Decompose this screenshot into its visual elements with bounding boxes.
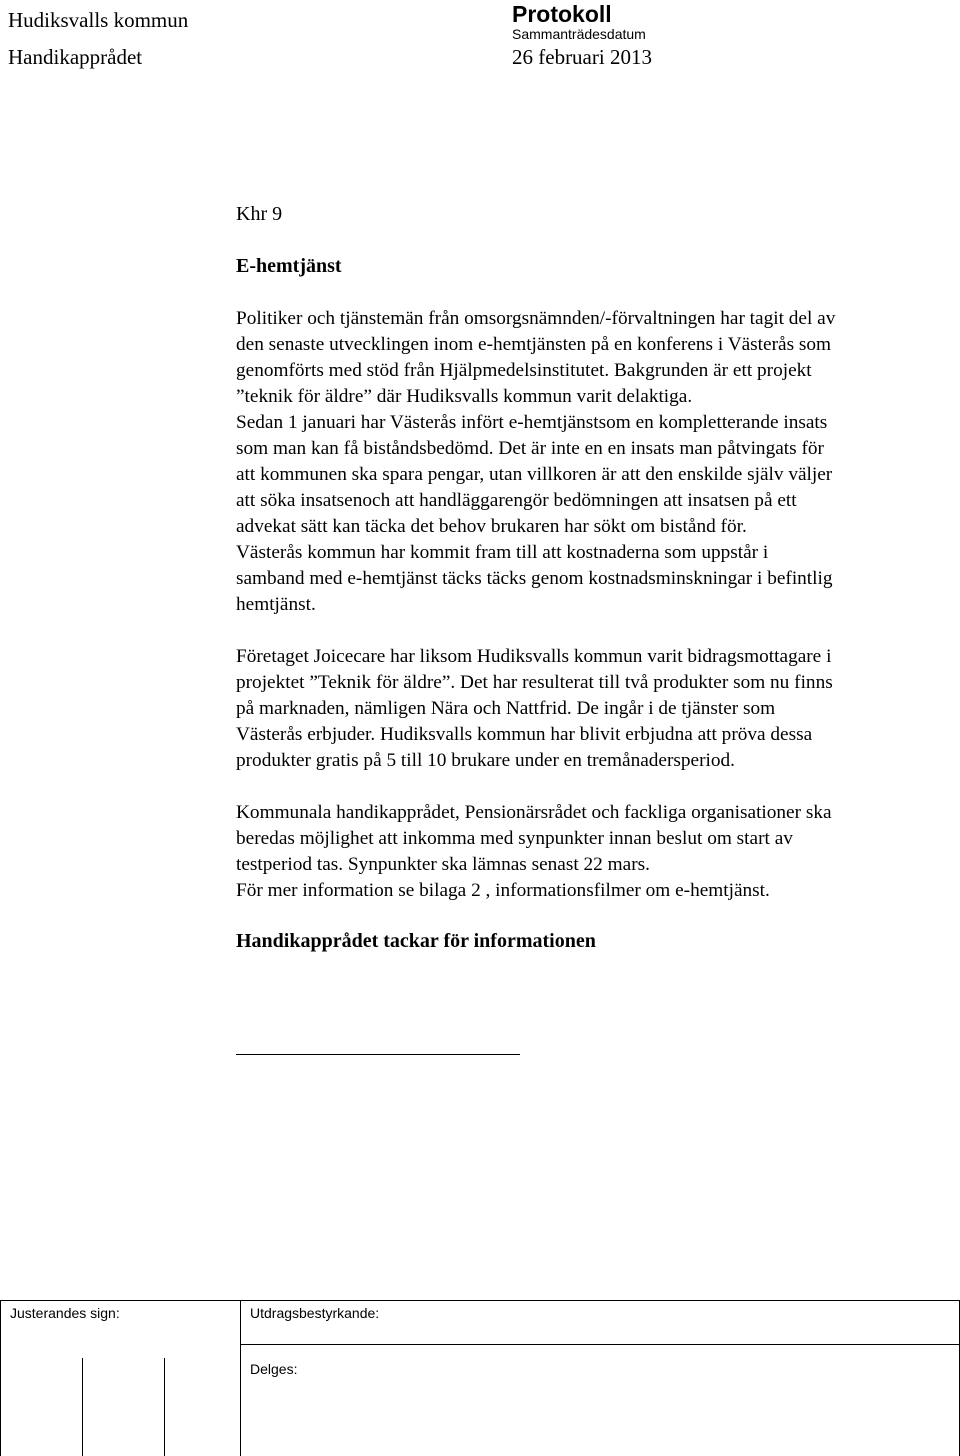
paragraph-1 bbox=[236, 306, 960, 618]
paragraph-number: Khr 9 bbox=[236, 203, 283, 225]
text-line: den senaste utvecklingen inom e-hemtjänsten på en konferens i Västerås som bbox=[236, 334, 832, 355]
table-row-divider bbox=[240, 1344, 960, 1345]
text-line: genomförts med stöd från Hjälpmedelsinstitutet. Bakgrunden är ett projekt bbox=[236, 360, 812, 381]
organization-name: Hudiksvalls kommun bbox=[8, 8, 189, 32]
text-line: Västerås kommun har kommit fram till att kostnaderna som uppstår i bbox=[236, 542, 769, 563]
text-line: För mer information se bilaga 2 , informationsfilmer om e-hemtjänst. bbox=[236, 880, 770, 901]
meeting-date-label: Sammanträdesdatum bbox=[512, 26, 646, 42]
text-line: som man kan få biståndsbedömd. Det är inte en en insats man påtvingats för bbox=[236, 438, 824, 459]
text-line: på marknaden, nämligen Nära och Nattfrid. De ingår i de tjänster som bbox=[236, 698, 776, 719]
text-line: testperiod tas. Synpunkter ska lämnas senast 22 mars. bbox=[236, 854, 650, 875]
signature-line bbox=[236, 1054, 520, 1055]
table-left-border bbox=[0, 1300, 1, 1456]
meeting-date: 26 februari 2013 bbox=[512, 45, 652, 69]
text-line: samband med e-hemtjänst täcks täcks genom kostnadsminskningar i befintlig bbox=[236, 568, 833, 589]
text-line: Kommunala handikapprådet, Pensionärsrådet och fackliga organisationer ska bbox=[236, 802, 832, 823]
distribution-label: Delges: bbox=[250, 1361, 298, 1377]
conclusion: Handikapprådet tackar för informationen bbox=[236, 930, 596, 952]
text-line: att söka insatsenoch att handläggarengör bedömningen att insatsen på ett bbox=[236, 490, 797, 511]
text-line: hemtjänst. bbox=[236, 594, 316, 615]
paragraph-3 bbox=[236, 800, 960, 904]
board-name: Handikapprådet bbox=[8, 45, 143, 69]
text-line: produkter gratis på 5 till 10 brukare under en tremånadersperiod. bbox=[236, 750, 735, 771]
text-line: Västerås erbjuder. Hudiksvalls kommun har blivit erbjudna att pröva dessa bbox=[236, 724, 813, 745]
adjuster-sign-label: Justerandes sign: bbox=[10, 1305, 120, 1321]
text-line: Sedan 1 januari har Västerås infört e-hemtjänstsom en kompletterande insats bbox=[236, 412, 828, 433]
text-line: ”teknik för äldre” där Hudiksvalls kommun varit delaktiga. bbox=[236, 386, 693, 407]
text-line: Företaget Joicecare har liksom Hudiksvalls kommun varit bidragsmottagare i bbox=[236, 646, 832, 667]
sign-box-divider-1 bbox=[82, 1358, 83, 1456]
text-line: advekat sätt kan täcka det behov brukaren har sökt om bistånd för. bbox=[236, 516, 747, 537]
text-line: att kommunen ska spara pengar, utan villkoren är att den enskilde själv väljer bbox=[236, 464, 833, 485]
text-line: Politiker och tjänstemän från omsorgsnämnden/-förvaltningen har tagit del av bbox=[236, 308, 836, 329]
sign-box-divider-2 bbox=[164, 1358, 165, 1456]
certification-label: Utdragsbestyrkande: bbox=[250, 1305, 380, 1321]
section-title: E-hemtjänst bbox=[236, 255, 342, 277]
document-type: Protokoll bbox=[512, 1, 612, 27]
text-line: beredas möjlighet att inkomma med synpunkter innan beslut om start av bbox=[236, 828, 793, 849]
text-line: projektet ”Teknik för äldre”. Det har resulterat till två produkter som nu finns bbox=[236, 672, 833, 693]
paragraph-2 bbox=[236, 644, 960, 774]
table-top-border bbox=[0, 1300, 960, 1301]
signature-table bbox=[0, 1300, 960, 1456]
table-divider bbox=[240, 1300, 241, 1456]
